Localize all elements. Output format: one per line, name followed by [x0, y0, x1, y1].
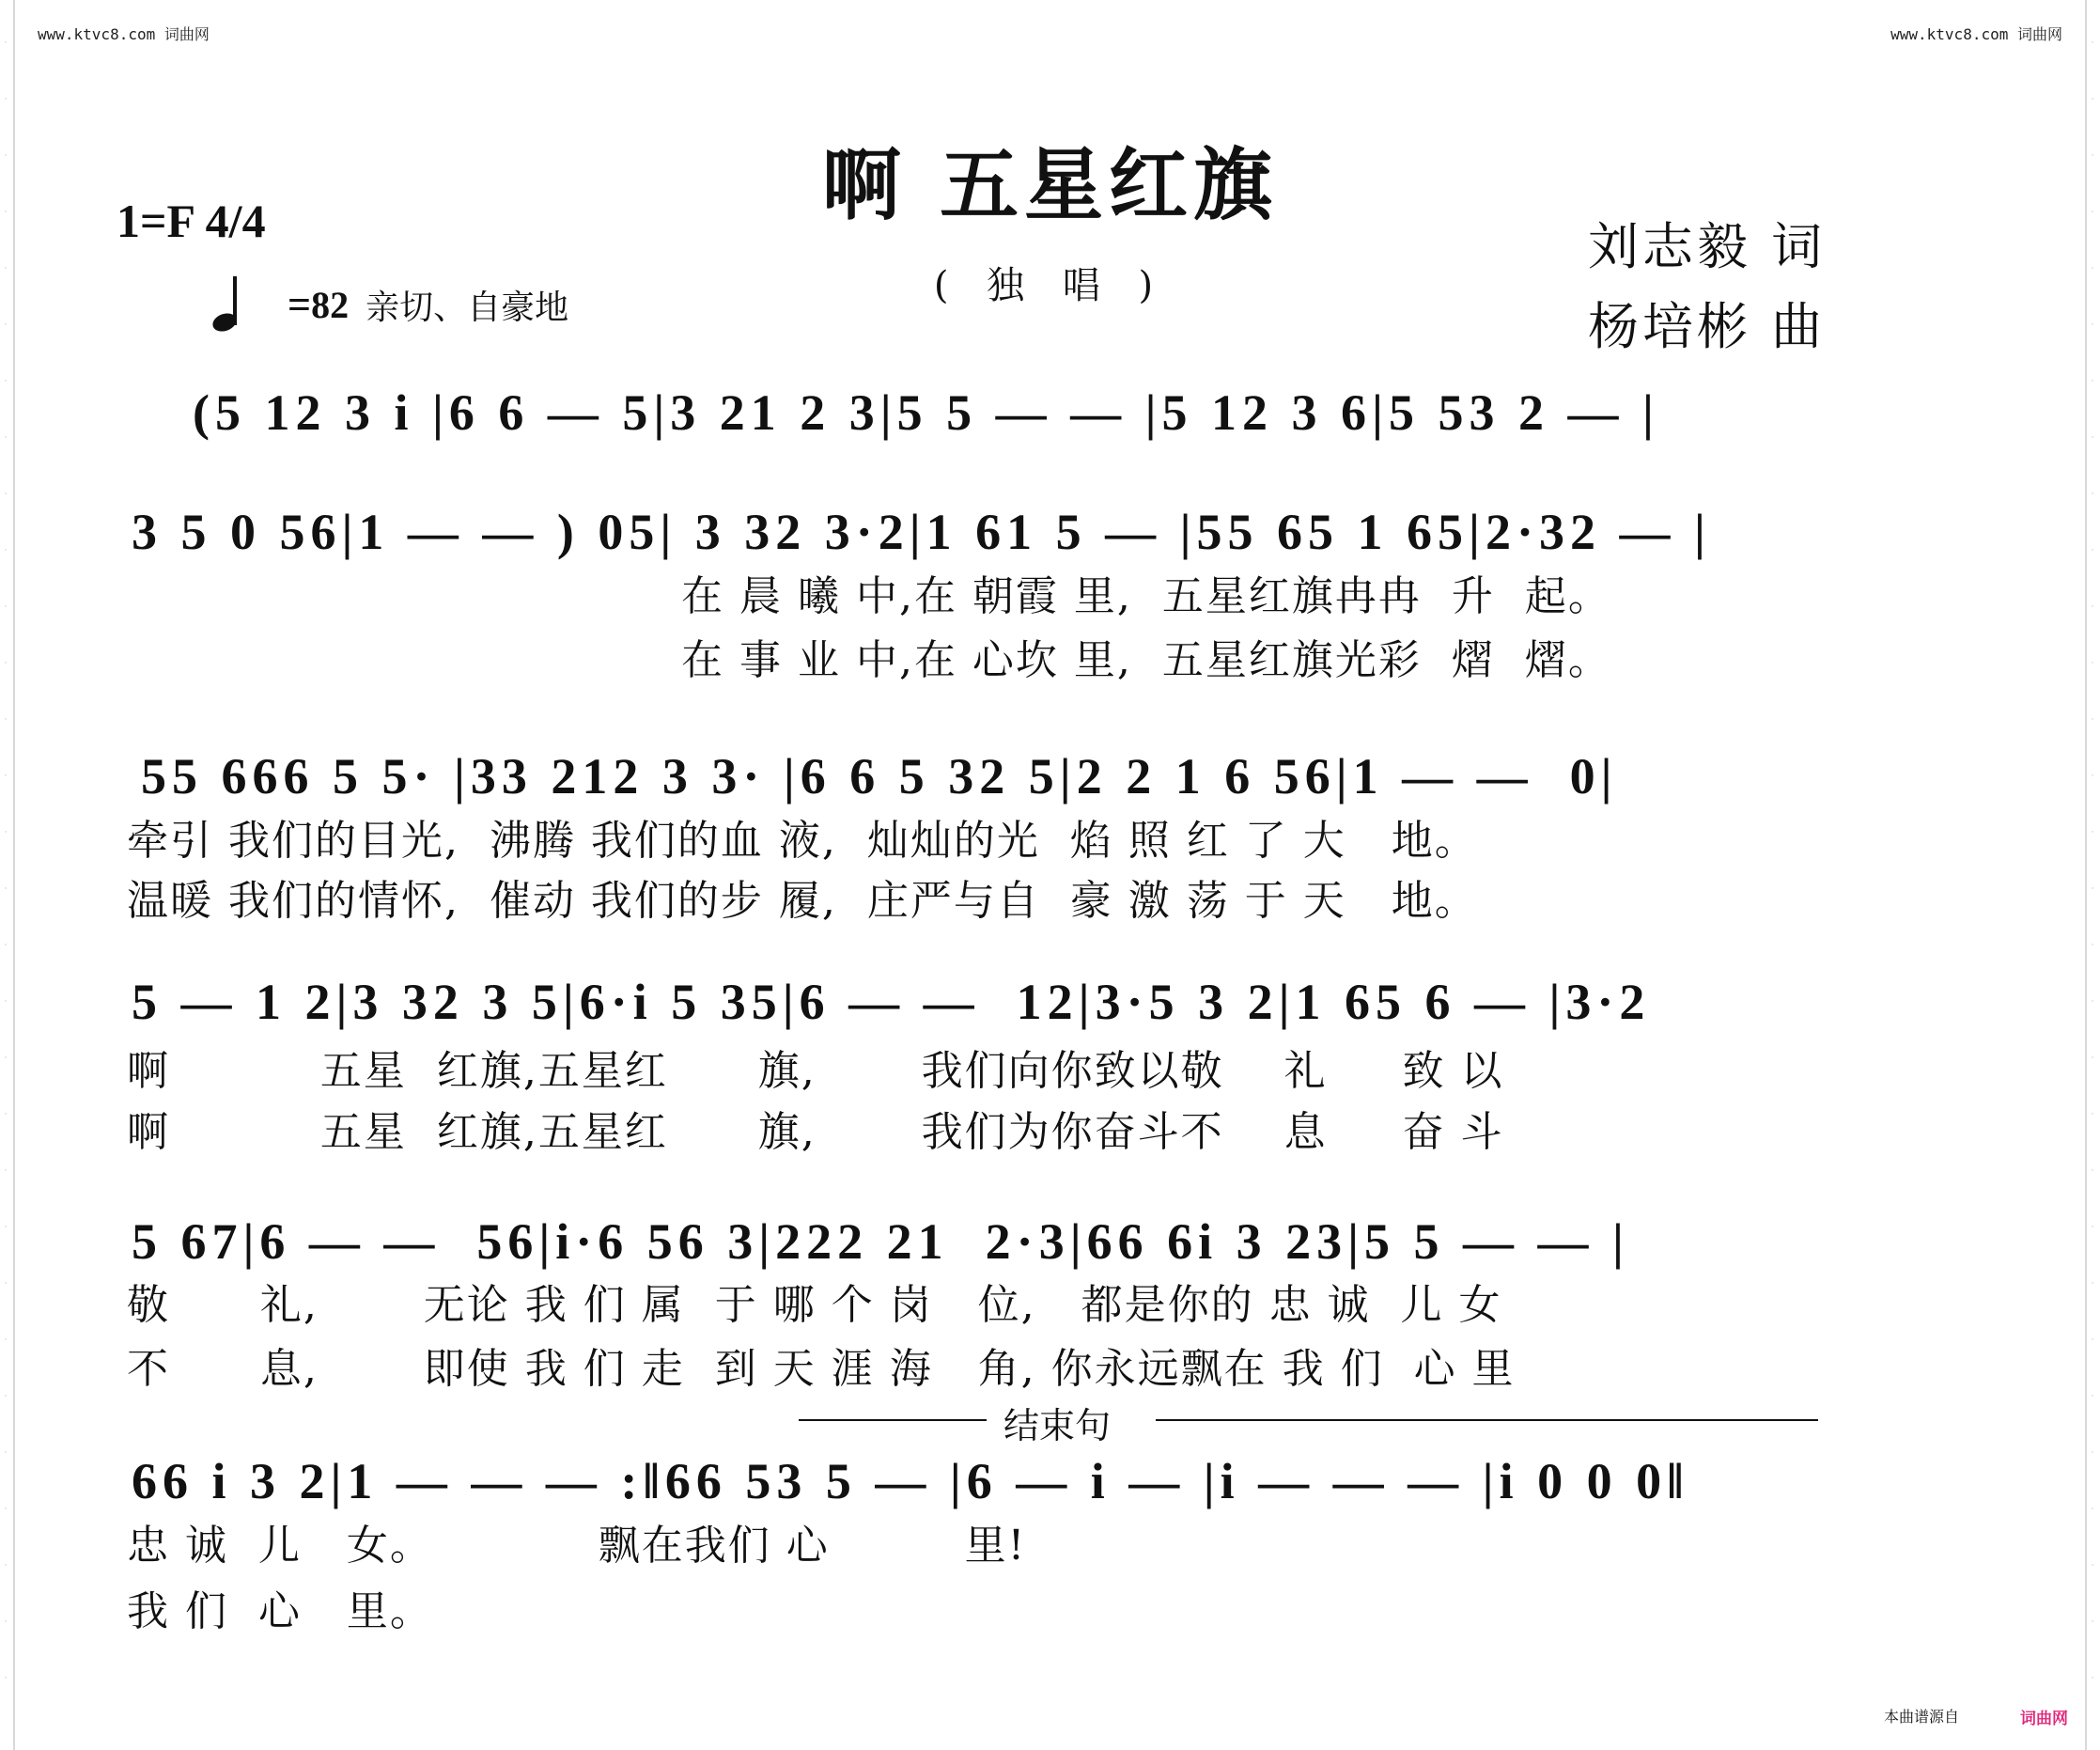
song-title: 啊 五星红旗 — [821, 138, 1279, 231]
edge-tick: · — [4, 715, 8, 725]
edge-tick: · — [2091, 208, 2094, 217]
edge-tick: · — [2091, 1392, 2094, 1401]
edge-tick: · — [2091, 1617, 2094, 1627]
edge-tick: · — [2091, 941, 2094, 950]
edge-tick: · — [4, 1505, 8, 1514]
edge-tick: · — [4, 884, 8, 894]
lyric-line-5-verse-1: 敬 礼, 无论 我 们 属 于 哪 个 岗 位, 都是你的 忠 诚 儿 女 — [127, 1281, 1502, 1329]
edge-tick: · — [2091, 1223, 2094, 1232]
edge-tick: · — [2091, 1674, 2094, 1683]
edge-tick: · — [4, 1561, 8, 1570]
edge-tick: · — [4, 433, 8, 443]
lyric-line-4-verse-1: 啊 五星 红旗,五星红 旗, 我们向你致以敬 礼 致 以 — [127, 1047, 1504, 1095]
lyric-line-2-verse-2: 在 事 业 中,在 心坎 里, 五星红旗光彩 熠 熠。 — [681, 636, 1611, 684]
edge-tick: · — [2091, 1110, 2094, 1119]
song-subtitle: ( 独 唱 ) — [933, 264, 1167, 307]
edge-tick: · — [4, 602, 8, 612]
edge-tick: · — [4, 151, 8, 161]
edge-tick: · — [2091, 1279, 2094, 1289]
lyric-line-6-verse-1: 忠 诚 儿 女。 飘在我们 心 里! — [127, 1522, 1027, 1570]
composer-credit: 杨培彬 曲 — [1588, 297, 1827, 356]
edge-tick: · — [2091, 997, 2094, 1007]
edge-tick: · — [4, 772, 8, 781]
edge-tick: · — [4, 1336, 8, 1345]
edge-tick: · — [2091, 1054, 2094, 1063]
edge-tick: · — [4, 1674, 8, 1683]
edge-tick: · — [4, 659, 8, 668]
notation-line-6: 66 i 3 2|1 — — — :‖66 53 5 — |6 — i — |i — — — |i 0 0 0‖ — [132, 1453, 1689, 1509]
edge-tick: · — [4, 546, 8, 555]
edge-tick: · — [4, 95, 8, 104]
section-rule-right — [1156, 1419, 1818, 1421]
edge-tick: · — [2091, 828, 2094, 837]
edge-tick: · — [2091, 884, 2094, 894]
edge-tick: · — [4, 1448, 8, 1458]
edge-tick: · — [4, 1166, 8, 1176]
edge-tick: · — [2091, 1561, 2094, 1570]
edge-tick: · — [4, 828, 8, 837]
edge-tick: · — [2091, 1505, 2094, 1514]
footer-source-label: 本曲谱源自 — [1884, 1708, 1960, 1726]
edge-tick: · — [2091, 264, 2094, 273]
tempo-value: 82 — [311, 283, 350, 326]
notation-line-1: (5 12 3 i |6 6 — 5|3 21 2 3|5 5 — — |5 12 3 6|5 53 2 — | — [193, 384, 1659, 441]
notation-line-3: 55 666 5 5· |33 212 3 3· |6 6 5 32 5|2 2 1 6 56|1 — — 0| — [141, 748, 1618, 805]
edge-tick: · — [2091, 490, 2094, 499]
edge-tick: · — [4, 39, 8, 48]
footer-brand: 词曲网 — [2020, 1710, 2068, 1728]
lyric-line-3-verse-2: 温暖 我们的情怀, 催动 我们的步 履, 庄严与自 豪 激 荡 于 天 地。 — [127, 877, 1478, 925]
lyric-line-6-verse-2: 我 们 心 里。 — [127, 1587, 433, 1635]
edge-tick: · — [2091, 39, 2094, 48]
edge-tick: · — [4, 490, 8, 499]
edge-tick: · — [4, 320, 8, 330]
notation-line-2: 3 5 0 56|1 — — ) 05| 3 32 3·2|1 61 5 — |55 65 1 65|2·32 — | — [132, 504, 1711, 560]
lyricist-credit: 刘志毅 词 — [1588, 217, 1827, 276]
edge-tick: · — [2091, 546, 2094, 555]
section-label-ending: 结束句 — [1003, 1405, 1112, 1446]
lyric-line-3-verse-1: 牵引 我们的目光, 沸腾 我们的血 液, 灿灿的光 焰 照 红 了 大 地。 — [127, 817, 1478, 865]
edge-tick: · — [2091, 772, 2094, 781]
edge-tick: · — [2091, 320, 2094, 330]
edge-tick: · — [2091, 1166, 2094, 1176]
edge-tick: · — [4, 1279, 8, 1289]
edge-tick: · — [4, 264, 8, 273]
notation-line-5: 5 67|6 — — 56|i·6 56 3|222 21 2·3|66 6i 3 23|5 5 — — | — [132, 1213, 1629, 1270]
edge-tick: · — [4, 1054, 8, 1063]
edge-tick: · — [2091, 1448, 2094, 1458]
edge-tick: · — [4, 377, 8, 386]
notation-line-4: 5 — 1 2|3 32 3 5|6·i 5 35|6 — — 12|3·5 3 2|1 65 6 — |3·2 — [132, 974, 1651, 1030]
edge-tick: · — [4, 941, 8, 950]
edge-tick: · — [4, 1392, 8, 1401]
edge-tick: · — [4, 1223, 8, 1232]
lyric-line-4-verse-2: 啊 五星 红旗,五星红 旗, 我们为你奋斗不 息 奋 斗 — [127, 1108, 1504, 1156]
tempo-equals: = — [288, 281, 312, 328]
edge-tick: · — [2091, 659, 2094, 668]
site-watermark-right: www.ktvc8.com 词曲网 — [1890, 25, 2062, 43]
edge-tick: · — [4, 208, 8, 217]
section-rule-left — [799, 1419, 987, 1421]
edge-tick: · — [2091, 433, 2094, 443]
edge-tick: · — [2091, 602, 2094, 612]
lyric-line-2-verse-1: 在 晨 曦 中,在 朝霞 里, 五星红旗冉冉 升 起。 — [681, 572, 1611, 620]
tempo-expression: 亲切、自豪地 — [366, 288, 569, 327]
site-watermark-left: www.ktvc8.com 词曲网 — [38, 25, 210, 43]
edge-tick: · — [2091, 1336, 2094, 1345]
lyric-line-5-verse-2: 不 息, 即使 我 们 走 到 天 涯 海 角, 你永远飘在 我 们 心 里 — [127, 1345, 1516, 1393]
edge-tick: · — [2091, 377, 2094, 386]
edge-tick: · — [2091, 151, 2094, 161]
edge-tick: · — [2091, 95, 2094, 104]
edge-tick: · — [4, 1617, 8, 1627]
edge-tick: · — [4, 1110, 8, 1119]
edge-tick: · — [4, 997, 8, 1007]
edge-tick: · — [2091, 715, 2094, 725]
quarter-note-icon — [212, 276, 241, 333]
key-signature: 1=F 4/4 — [117, 195, 266, 247]
tempo-marking — [212, 276, 568, 333]
